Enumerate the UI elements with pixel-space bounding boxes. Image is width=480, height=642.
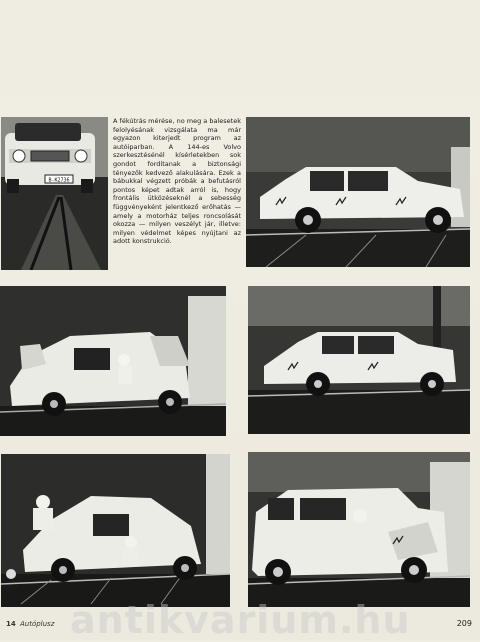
photo-dummy-front-impact xyxy=(0,286,226,436)
photo-volvo-crash-closeup xyxy=(248,452,470,607)
top-margin xyxy=(0,0,480,95)
dummy-crash-photo-icon xyxy=(248,452,470,607)
dummy-crash-photo-icon xyxy=(1,454,230,607)
car-side-photo-icon xyxy=(248,286,470,434)
license-plate: B-K2736 xyxy=(48,177,70,184)
watermark: antikvarium.hu xyxy=(70,598,411,642)
article-caption: A fékútrás mérése, no meg a balesetek felolyésának vizsgálata ma már egyazon kiterjedt program az autóiparban. A 144-es Volvo szerkesztésénél kísérletekben sok gondot fordítanak a biztonsági tényezők kedvező alakulására. Ezek a bábukkal végzett próbák a befutásról pontos képet adtak arról is, hogy frontális ütközéseknél a sebesség függvényeként jelentkező erőhatás — amely a motorház teljes roncsolását okozza — milyen veszélyt jár, illetve: milyen védelmet képes nyújtani az adott konstrukció. xyxy=(113,117,241,246)
photo-crash-rig-side xyxy=(248,286,470,434)
photo-crash-sled-side xyxy=(246,117,470,267)
dummy-crash-photo-icon xyxy=(0,286,226,436)
car-front-photo-icon xyxy=(1,117,108,270)
photo-dummies-ejected xyxy=(1,454,230,607)
photo-car-front-braking xyxy=(1,117,108,270)
left-page-number: 14 xyxy=(6,620,16,628)
page-footer-left xyxy=(6,620,54,628)
right-page-number: 209 xyxy=(456,619,472,628)
magazine-name: Autóplusz xyxy=(19,620,55,628)
car-side-photo-icon xyxy=(246,117,470,267)
